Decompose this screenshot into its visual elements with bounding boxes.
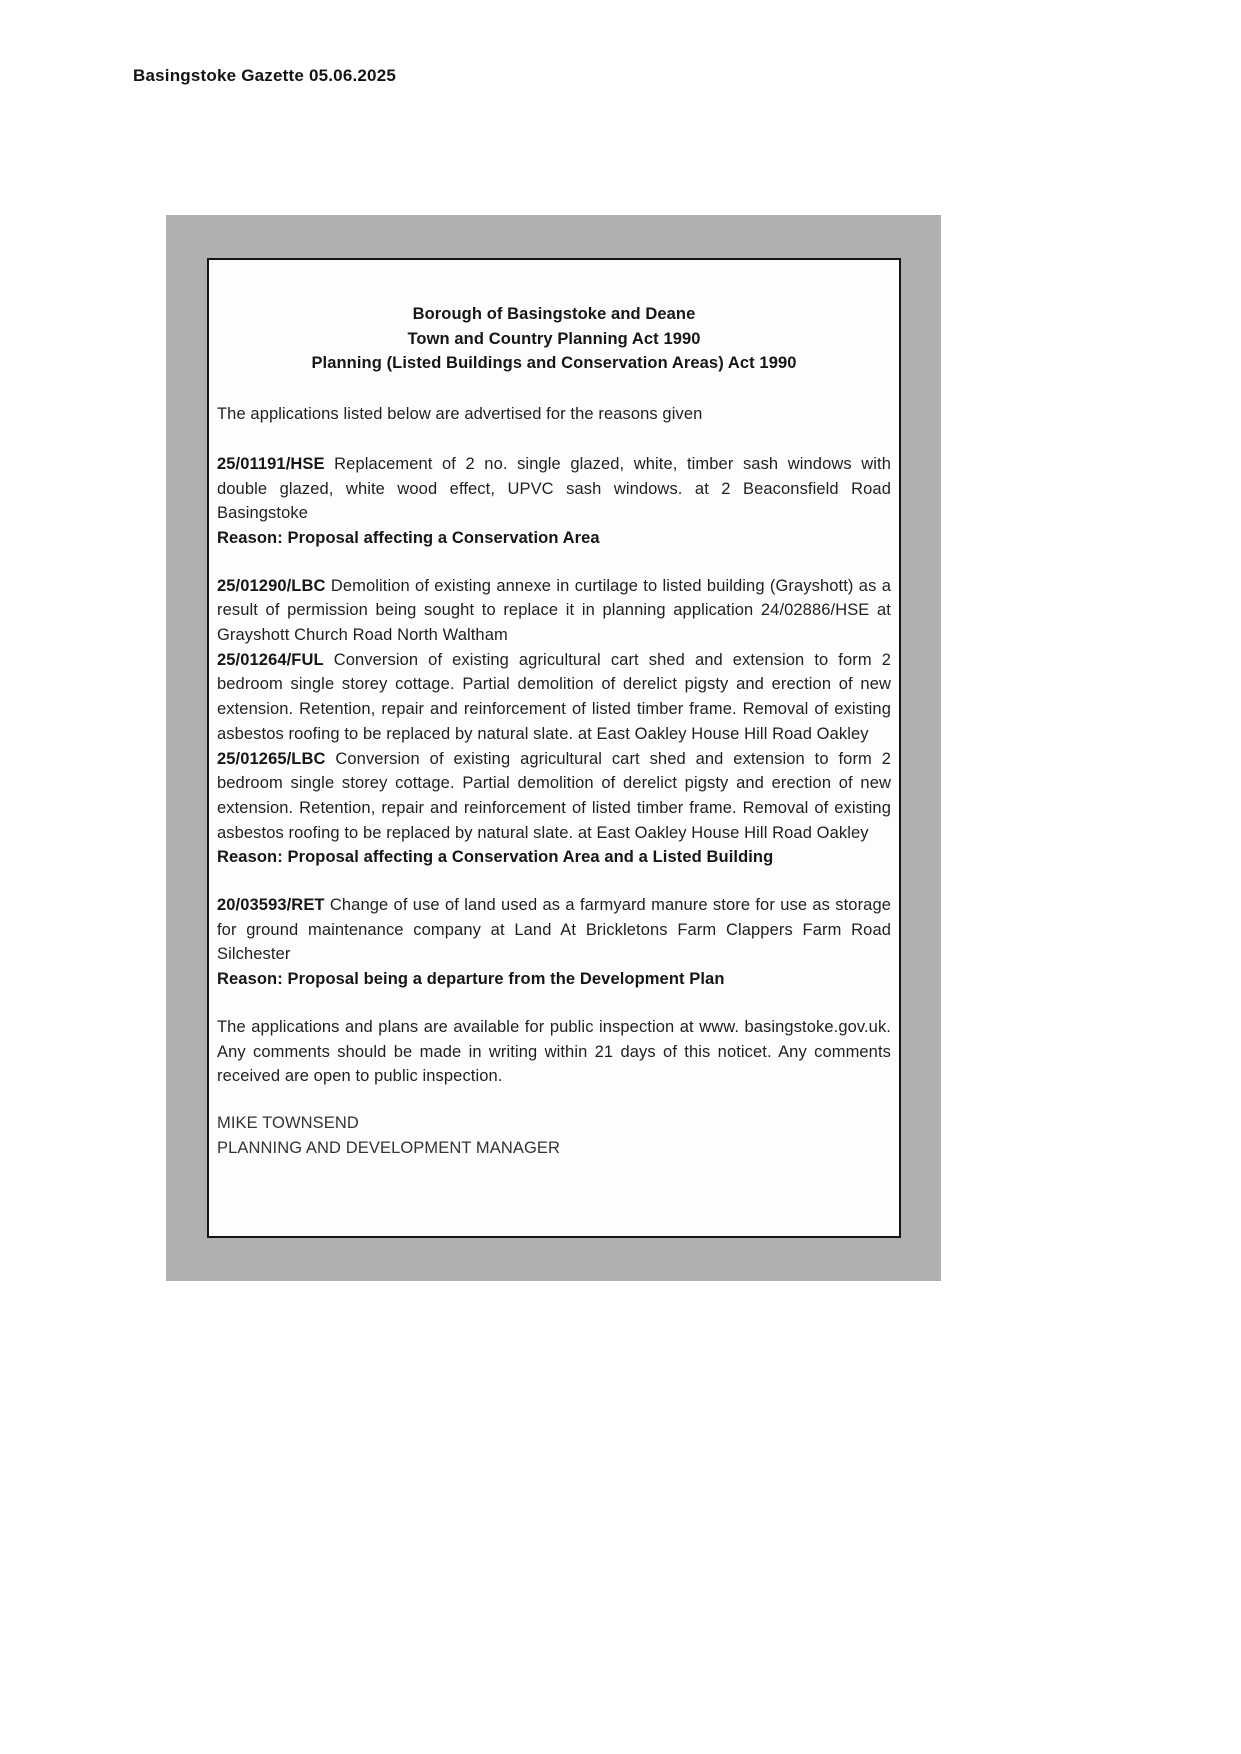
closing-text: The applications and plans are available for public inspection at www. basingstoke.gov.uk. Any comments should be made in writing within 21 days of this noticet. Any comments received are open to public inspection.: [217, 1017, 891, 1086]
signatory-title: PLANNING AND DEVELOPMENT MANAGER: [217, 1138, 561, 1157]
application-text: Conversion of existing agricultural cart shed and extension to form 2 bedroom single storey cottage. Partial demolition of derelict pigsty and erection of new extension. Retention, repair and reinforcement of listed timber frame. Removal of existing asbestos roofing to be replaced by natural slate. at East Oakley House Hill Road Oakley: [217, 749, 892, 842]
page-header: Basingstoke Gazette 05.06.2025: [133, 66, 397, 85]
intro-text: The applications listed below are advertised for the reasons given: [217, 405, 703, 424]
reason-text: Reason: Proposal being a departure from the Development Plan: [217, 970, 725, 989]
application-paragraph: [217, 893, 891, 967]
signature-block: [217, 1111, 891, 1160]
reason-text: Reason: Proposal affecting a Conservation Area: [217, 528, 600, 547]
application-text: Conversion of existing agricultural cart shed and extension to form 2 bedroom single storey cottage. Partial demolition of derelict pigsty and erection of new extension. Retention, repair and reinforcement of listed timber frame. Removal of existing asbestos roofing to be replaced by natural slate. at East Oakley House Hill Road Oakley: [217, 650, 891, 743]
notice-panel: [166, 215, 941, 1281]
application-ref: 25/01290/LBC: [217, 576, 326, 595]
application-block: [217, 893, 891, 992]
notice-title-line-3: Planning (Listed Buildings and Conservation Areas) Act 1990: [311, 354, 797, 373]
application-block: [217, 452, 891, 551]
application-ref: 25/01191/HSE: [217, 454, 325, 473]
reason-text: Reason: Proposal affecting a Conservation Area and a Listed Building: [217, 848, 774, 867]
application-ref: 20/03593/RET: [217, 896, 325, 915]
notice-title-line-1: Borough of Basingstoke and Deane: [412, 305, 696, 323]
application-paragraph: [217, 648, 891, 747]
notice-frame: [207, 258, 901, 1238]
notice-title-line-2: Town and Country Planning Act 1990: [407, 329, 701, 348]
application-text: Replacement of 2 no. single glazed, white, timber sash windows with double glazed, white wood effect, UPVC sash windows. at 2 Beaconsfield Road Basingstoke: [217, 454, 891, 523]
application-ref: 25/01264/FUL: [217, 650, 324, 669]
application-text: Demolition of existing annexe in curtilage to listed building (Grayshott) as a result of permission being sought to replace it in planning application 24/02886/HSE at Grayshott Church Road North Waltham: [217, 576, 892, 645]
application-ref: 25/01265/LBC: [217, 749, 326, 768]
application-paragraph: [217, 452, 891, 526]
application-block: [217, 574, 891, 870]
application-paragraph: [217, 747, 891, 846]
notice-title: [217, 302, 891, 376]
application-text: Change of use of land used as a farmyard manure store for use as storage for ground maintenance company at Land At Brickletons Farm Clappers Farm Road Silchester: [217, 896, 891, 964]
application-paragraph: [217, 574, 891, 648]
signatory-name: MIKE TOWNSEND: [217, 1113, 359, 1132]
